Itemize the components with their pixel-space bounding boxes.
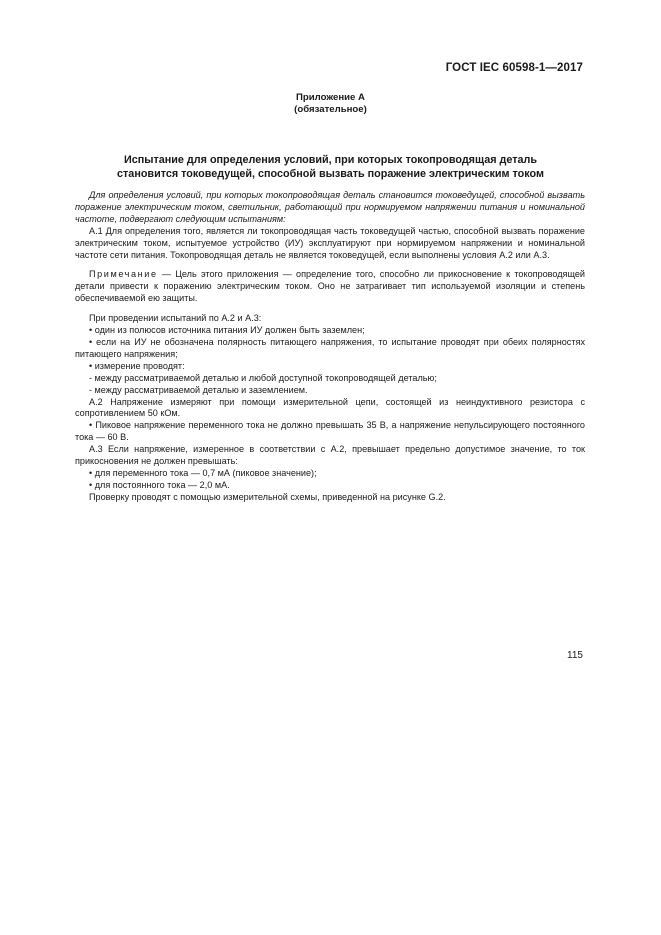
list-item-polarity: • если на ИУ не обозначена полярность питающего напряжения, то испытание проводят при обеих полярностях питающего напряжения;	[75, 336, 585, 359]
annex-body	[75, 190, 585, 504]
clause-a2-limits: • Пиковое напряжение переменного тока не должно превышать 35 В, а напряжение непульсирующего постоянного тока — 60 В.	[75, 420, 585, 443]
list-item-to-earth: - между рассматриваемой деталью и заземлением.	[89, 384, 308, 395]
intro-paragraph: Для определения условий, при которых токопроводящая деталь становится токоведущей, способной вызвать поражение электрическим током, светильник, работающий при нормируемом напряжении питания и номинальной частоте, подвергают следующим испытаниям:	[75, 190, 585, 224]
list-item-between-parts: - между рассматриваемой деталью и любой доступной токопроводящей деталью;	[89, 372, 437, 383]
closing-paragraph: Проверку проводят с помощью измерительной схемы, приведенной на рисунке G.2.	[89, 491, 446, 502]
annex-heading	[60, 153, 601, 181]
clause-a1: А.1 Для определения того, является ли токопроводящая часть токоведущей частью, способной вызвать поражение электрическим током, испытуемое устройство (ИУ) эксплуатируют при нормируемом напряжении и номинальной частоте сети питания. Токопроводящая деталь не является токоведущей, если выполнены условия А.2 или А.3.	[75, 225, 585, 260]
annex-heading-line2: становится токоведущей, способной вызвать поражение электрическим током	[117, 168, 544, 180]
tests-intro: При проведении испытаний по А.2 и А.3:	[89, 313, 262, 324]
note-text: — Цель этого приложения — определение того, способно ли прикосновение к токопроводящей детали привести к поражению электрическим током. Оно не затрагивает тип используемой изоляции и степень обеспечиваемой ею защиты.	[75, 269, 585, 304]
annex-title: Приложение А	[296, 92, 365, 103]
clause-a2: А.2 Напряжение измеряют при помощи измерительной цепи, состоящей из неиндуктивного резистора с сопротивлением 50 кОм.	[75, 396, 585, 419]
list-item-dc-current: • для постоянного тока — 2,0 мА.	[89, 479, 230, 490]
standard-number: ГОСТ IEC 60598-1—2017	[445, 62, 583, 74]
note-label: Примечание	[89, 269, 158, 280]
list-item-measurement: • измерение проводят:	[89, 360, 185, 371]
annex-status: (обязательное)	[294, 104, 367, 115]
list-item-ac-current: • для переменного тока — 0,7 мА (пиковое значение);	[89, 467, 317, 478]
clause-a3: А.3 Если напряжение, измеренное в соответствии с А.2, превышает предельно допустимое значение, то ток прикосновения не должен превышать:	[75, 444, 585, 467]
annex-heading-line1: Испытание для определения условий, при которых токопроводящая деталь	[123, 154, 538, 166]
list-item-grounded-pole: • один из полюсов источника питания ИУ должен быть заземлен;	[89, 325, 365, 336]
note-paragraph	[75, 269, 585, 305]
page-number: 115	[567, 650, 583, 661]
